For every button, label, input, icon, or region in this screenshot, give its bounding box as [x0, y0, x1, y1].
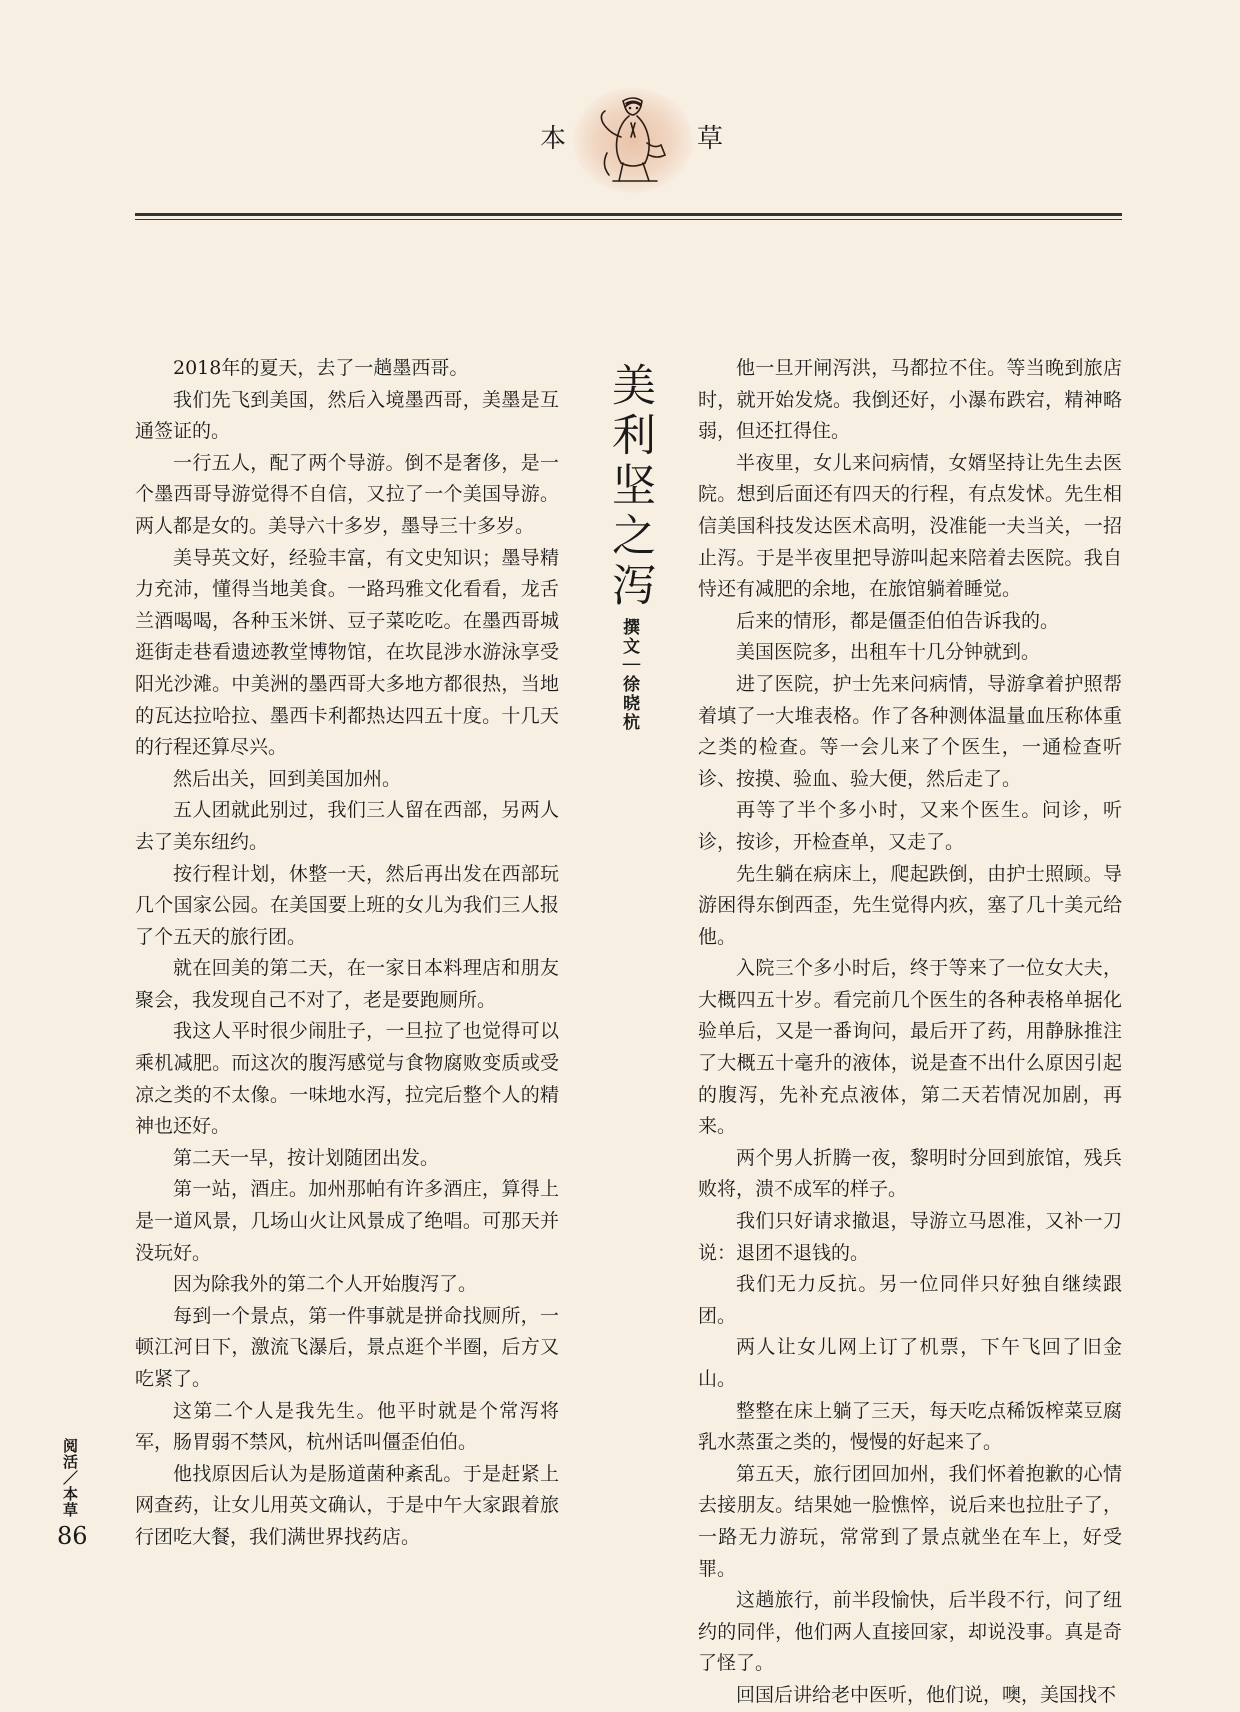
- paragraph: 后来的情形，都是僵歪伯伯告诉我的。: [736, 609, 1060, 632]
- article-right-column: [698, 353, 1122, 1712]
- paragraph: 2018年的夏天，去了一趟墨西哥。: [173, 357, 469, 379]
- magazine-name: 阅活／本草: [61, 1438, 79, 1518]
- paragraph: 第二天一早，按计划随团出发。: [173, 1146, 440, 1169]
- paragraph: 五人团就此别过，我们三人留在西部，另两人去了美东纽约。: [135, 799, 559, 853]
- paragraph: 这第二个人是我先生。他平时就是个常泻将军，肠胃弱不禁风，杭州话叫僵歪伯伯。: [135, 1399, 559, 1454]
- section-label-right: 草: [697, 124, 726, 154]
- paragraph: 回国后讲给老中医听，他们说，噢，美国找不: [736, 1683, 1117, 1706]
- paragraph: 再等了半个多小时，又来个医生。问诊，听诊，按诊，开检查单，又走了。: [698, 799, 1122, 853]
- paragraph: 这趟旅行，前半段愉快，后半段不行，问了纽约的同伴，他们两人直接回家，却说没事。真是奇了怪了。: [698, 1589, 1122, 1675]
- paragraph: 整整在床上躺了三天，每天吃点稀饭榨菜豆腐乳水蒸蛋之类的，慢慢的好起来了。: [698, 1399, 1122, 1454]
- paragraph: 半夜里，女儿来问病情，女婿坚持让先生去医院。想到后面还有四天的行程，有点发怵。先生相信美国科技发达医术高明，没准能一夫当关，一招止泻。于是半夜里把导游叫起来陪着去医院。我自恃还有减肥的余地，在旅馆躺着睡觉。: [698, 451, 1122, 601]
- paragraph: 按行程计划，休整一天，然后再出发在西部玩几个国家公园。在美国要上班的女儿为我们三人报了个五天的旅行团。: [135, 862, 559, 948]
- paragraph: 我们先飞到美国，然后入境墨西哥，美墨是互通签证的。: [135, 388, 559, 443]
- paragraph: 美国医院多，出租车十几分钟就到。: [736, 641, 1041, 664]
- paragraph: 我们只好请求撤退，导游立马恩准，又补一刀说：退团不退钱的。: [698, 1210, 1122, 1264]
- paragraph: 两个男人折腾一夜，黎明时分回到旅馆，残兵败将，溃不成军的样子。: [698, 1146, 1122, 1201]
- paragraph: 第五天，旅行团回加州，我们怀着抱歉的心情去接朋友。结果她一脸憔悴，说后来也拉肚子了，一路无力游玩，常常到了景点就坐在车上，好受罪。: [698, 1462, 1122, 1580]
- scholar-reading-icon: [573, 88, 693, 193]
- header-rule: [135, 213, 1122, 216]
- paragraph: 一行五人，配了两个导游。倒不是奢侈，是一个墨西哥导游觉得不自信，又拉了一个美国导游。两人都是女的。美导六十多岁，墨导三十多岁。: [135, 451, 559, 537]
- paragraph: 他一旦开闸泻洪，马都拉不住。等当晚到旅店时，就开始发烧。我倒还好，小瀑布跌宕，精神略弱，但还扛得住。: [698, 357, 1122, 443]
- paragraph: 第一站，酒庄。加州那帕有许多酒庄，算得上是一道风景，几场山火让风景成了绝唱。可那天并没玩好。: [135, 1178, 559, 1264]
- paragraph: 进了医院，护士先来问病情，导游拿着护照帮着填了一大堆表格。作了各种测体温量血压称体重之类的检查。等一会儿来了个医生，一通检查听诊、按摸、验血、验大便，然后走了。: [698, 672, 1122, 790]
- paragraph: 先生躺在病床上，爬起跌倒，由护士照顾。导游困得东倒西歪，先生觉得内疚，塞了几十美元给他。: [698, 862, 1122, 948]
- paragraph: 因为除我外的第二个人开始腹泻了。: [173, 1273, 478, 1296]
- paragraph: 入院三个多小时后，终于等来了一位女大夫，大概四五十岁。看完前几个医生的各种表格单据化验单后，又是一番询问，最后开了药，用静脉推注了大概五十毫升的液体，说是查不出什么原因引起的腹泻，先补充点液体，第二天若情况加剧，再来。: [698, 957, 1122, 1138]
- section-label-left: 本: [540, 124, 569, 154]
- paragraph: 我们无力反抗。另一位同伴只好独自继续跟团。: [698, 1273, 1122, 1327]
- paragraph: 就在回美的第二天，在一家日本料理店和朋友聚会，我发现自己不对了，老是要跑厕所。: [135, 957, 559, 1011]
- paragraph: 他找原因后认为是肠道菌种紊乱。于是赶紧上网查药，让女儿用英文确认，于是中午大家跟着旅行团吃大餐，我们满世界找药店。: [135, 1462, 559, 1548]
- paragraph: 然后出关，回到美国加州。: [173, 767, 402, 790]
- article-left-column: [135, 353, 559, 1554]
- page-header: [0, 0, 1240, 230]
- paragraph: 我这人平时很少闹肚子，一旦拉了也觉得可以乘机减肥。而这次的腹泻感觉与食物腐败变质或受凉之类的不太像。一味地水泻，拉完后整个人的精神也还好。: [135, 1020, 559, 1138]
- paragraph: 每到一个景点，第一件事就是拼命找厕所，一顿江河日下，激流飞瀑后，景点逛个半圈，后方又吃紧了。: [135, 1304, 559, 1390]
- article-title: 美利坚之泻: [604, 362, 655, 612]
- paragraph: 两人让女儿网上订了机票，下午飞回了旧金山。: [698, 1336, 1122, 1390]
- article-byline: 撰文｜徐晓杭: [619, 618, 639, 732]
- page-number: 86: [57, 1522, 88, 1550]
- paragraph: 美导英文好，经验丰富，有文史知识；墨导精力充沛，懂得当地美食。一路玛雅文化看看，龙舌兰酒喝喝，各种玉米饼、豆子菜吃吃。在墨西哥城逛街走巷看遗迹教堂博物馆，在坎昆涉水游泳享受阳光沙滩。中美洲的墨西哥大多地方都很热，当地的瓦达拉哈拉、墨西卡利都热达四五十度。十几天的行程还算尽兴。: [135, 546, 559, 759]
- header-rule-thin: [135, 219, 1122, 220]
